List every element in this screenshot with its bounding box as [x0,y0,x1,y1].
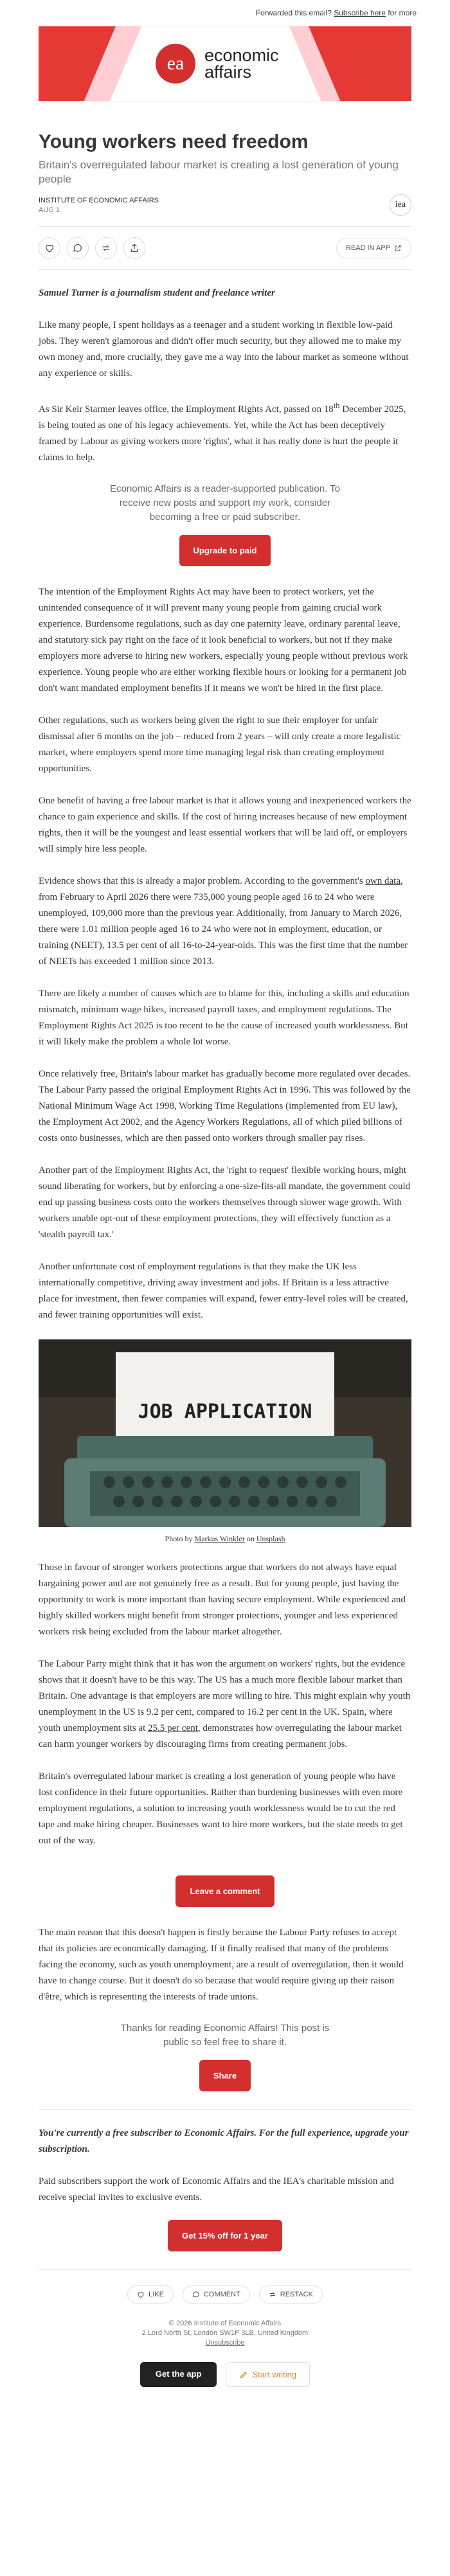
caption-prefix: Photo by [165,1534,195,1543]
paragraph: Once relatively free, Britain's labour market has gradually become more regulated over decades. The Labour Party passed the original Employment Rights Act in 1996. This was followed by the National Minimum Wage Act 1998, Working Time Regulations (implemented from EU law), the Employment Act 2002, and the Agency Workers Regulations, all of which piled billions of costs onto businesses, which are then passed onto workers through smaller pay rises. [39,1069,411,1143]
bottom-buttons [39,2362,411,2413]
post-date: AUG 1 [39,206,60,214]
comment-button[interactable] [67,237,89,259]
comment-cta [39,1865,411,1907]
action-bar [39,226,411,270]
read-in-app-button[interactable] [336,238,411,258]
restack-icon [269,2291,276,2298]
restack-icon [101,243,111,253]
get-app-button[interactable]: Get the app [140,2362,217,2387]
photo-caption-text: JOB APPLICATION [138,1400,312,1423]
paragraph: Other regulations, such as workers being given the right to sue their employer for unfair dismissal after 6 months on the job – reduced from 2 years – will only create a more legalistic market, where employers spend more time managing legal risk than creating employment opportunities. [39,715,401,774]
divider [39,2269,411,2270]
text-run: As Sir Keir Starmer leaves office, the Employment Rights Act, passed on 18 [39,404,334,415]
footer-like-button[interactable] [127,2285,174,2303]
paragraph [39,398,411,466]
paragraph [39,1656,411,1753]
share-icon [129,243,140,253]
start-writing-button[interactable] [226,2362,310,2387]
cta-text: Economic Affairs is a reader-supported publication. To receive new posts and support my work, consider becoming a free or paid subscriber. [110,483,340,523]
author-note: Samuel Turner is a journalism student and freelance writer [39,288,275,298]
comment-label: COMMENT [203,2291,240,2298]
like-button[interactable] [39,237,60,259]
logo-wordmark [204,47,279,80]
upgrade-button[interactable]: Upgrade to paid [179,535,271,566]
unsubscribe-link[interactable]: Unsubscribe [205,2339,245,2347]
paid-subscriber-note: Paid subscribers support the work of Economic Affairs and the IEA's charitable mission and receive special invites to exclusive events. [39,2176,394,2203]
paragraph: Another unfortunate cost of employment regulations is that they make the UK less internationally competitive, driving away investment and jobs. If Britain is a less attractive place for investment, then fewer companies will expand, fewer entry-level roles will be created, and fewer training opportunities will exist. [39,1262,408,1320]
article-body [39,285,411,2251]
own-data-link[interactable]: own data [365,876,401,886]
copyright: © 2026 Institute of Economic Affairs [168,2320,282,2327]
heart-icon [137,2291,145,2298]
restack-label: RESTACK [280,2291,313,2298]
share-cta [39,2021,411,2091]
free-subscriber-note: You're currently a free subscriber to Economic Affairs. For the full experience, upgrade your subscription. [39,2128,409,2154]
caption-mid: on [244,1534,256,1543]
text-run: , demonstrates how overregulating the labour market can harm younger workers by discouraging firms from creating permanent jobs. [39,1723,402,1749]
text-run: December 2025, is being touted as one of his legacy achievements. Yet, while the Act has been deceptively framed by Labour as giving workers more 'rights', what it has really done is hurt the people it claims to help. [39,404,406,463]
superscript: th [333,401,340,410]
typewriter-illustration [39,1339,411,1527]
restack-button[interactable] [95,237,117,259]
article-image[interactable] [39,1339,411,1527]
external-link-icon [394,244,402,252]
article-subtitle: Britain's overregulated labour market is creating a lost generation of young people [39,159,399,185]
leave-comment-button[interactable]: Leave a comment [176,1875,274,1907]
logo-line-1: economic [204,46,279,65]
paragraph [39,873,411,970]
text-run: , from February to April 2026 there were 735,000 young people aged 16 to 24 who were unemployed, 109,000 more than the previous year. Additionally, from January to March 2026, there were 1.01 million people aged 16 to 24 who were not in employment, education, or training (NEET), 13.5 per cent of all 16-to-24-year-olds. This was the first time that the number of NEETs has exceeded 1 million since 2013. [39,876,408,967]
logo-line-2: affairs [204,62,252,82]
footer-actions [39,2285,411,2303]
image-caption [39,1531,411,1547]
photographer-link[interactable]: Markus Winkler [194,1534,245,1543]
paragraph: Like many people, I spent holidays as a teenager and a student working in flexible low-paid jobs. They weren't glamorous and didn't offer much security, but they allowed me to make my own money and, more crucially, they gave me a way into the labour market as someone without any experience or skills. [39,320,409,379]
heart-icon [44,243,55,253]
unsplash-link[interactable]: Unsplash [256,1534,285,1543]
paragraph: The main reason that this doesn't happen is firstly because the Labour Party refuses to accept that its policies are economically damaging. If it finally realised that many of the problems facing the economy, such as youth unemployment, are a result of overregulation, then it would have to change course. But it doesn't do so because that would require giving up their raison d'être, which is representing the interests of trade unions. [39,1928,404,2002]
logo-mark: ea [156,44,195,84]
more-text: for more [388,8,417,17]
text-run: The Labour Party might think that it has won the argument on workers' rights, but the evidence shows that it doesn't have to be this way. The US has a much more flexible labour market than Britain. One advantage is that employers are more willing to hire. This might explain why youth unemployment in the US is 9.2 per cent, compared to 16.2 per cent in the UK. Spain, where youth unemployment sits at [39,1659,411,1733]
pencil-icon [239,2370,248,2379]
logo[interactable] [156,44,279,84]
paragraph: The intention of the Employment Rights Act may have been to protect workers, yet the unintended consequence of it will prevent many young people from gaining crucial work experience. Burdensome regulations, such as day one paternity leave, ordinary parental leave, and statutory sick pay right on the face of it look beneficial to workers, but not if they make employers more adverse to hiring new workers, especially young people without previous work experience. Young people who are either working flexible hours or looking for a permanent job don't want mandated employment benefits if it means we won't be hired in the first place. [39,587,408,693]
offer-cta [39,2210,411,2251]
subscribe-cta [39,482,411,566]
subscribe-link[interactable]: Subscribe here [334,8,386,17]
paragraph: Those in favour of stronger workers protections argue that workers do not always have equal bargaining power and are not genuinely free as a result. But for young people, just having the opportunity to work is more important than having secure employment. While experienced and highly skilled workers might benefit from stronger protections, younger and less experienced workers risk being excluded from the labour market altogether. [39,1562,406,1637]
footer-restack-button[interactable] [259,2285,323,2303]
text-run: Evidence shows that this is already a major problem. According to the government's [39,876,366,886]
comment-icon [192,2291,200,2298]
discount-offer-button[interactable]: Get 15% off for 1 year [168,2220,282,2251]
paragraph: Britain's overregulated labour market is creating a lost generation of young people who have lost confidence in their future opportunities. Rather than burdening businesses with even more employment regulations, a solution to increasing youth worklessness would be to cut the red tape and make hiring cheaper. Businesses want to hire more workers, but the state needs to get out of the way. [39,1771,403,1846]
paragraph: Another part of the Employment Rights Act, the 'right to request' flexible working hours, might sound liberating for workers, but by enforcing a one-size-fits-all mandate, the government could end up passing business costs onto the workers themselves through slower wage growth. With workers unable opt-out of these employment protections, they will effectively function as a 'stealth payroll tax.' [39,1165,411,1240]
read-in-app-label: READ IN APP [345,244,390,252]
paragraph: One benefit of having a free labour market is that it allows young and inexperienced workers the chance to gain experience and skills. If the cost of hiring increases because of new employment rights, then it will be the youngest and least essential workers that will be laid off, or employers will simply hire less people. [39,796,411,854]
like-label: LIKE [148,2291,164,2298]
spain-data-link[interactable]: 25.5 per cent [148,1723,198,1733]
share-button-top[interactable] [123,237,145,259]
forward-bar [0,0,450,26]
byline [39,194,411,216]
start-writing-label: Start writing [252,2370,297,2379]
forwarded-text: Forwarded this email? [255,8,332,17]
avatar[interactable]: iea [390,194,411,216]
share-button[interactable]: Share [199,2060,251,2091]
divider [39,2109,411,2110]
footer [39,2319,411,2348]
footer-comment-button[interactable] [183,2285,250,2303]
comment-icon [73,243,83,253]
article-title[interactable]: Young workers need freedom [39,131,309,152]
address: 2 Lord North St, London SW1P 3LB, United Kingdom [141,2329,309,2337]
author-name[interactable]: INSTITUTE OF ECONOMIC AFFAIRS [39,196,159,204]
paragraph: There are likely a number of causes which are to blame for this, including a skills and education mismatch, minimum wage hikes, increased payroll taxes, and employment regulations. The Employment Rights Act 2025 is too recent to be the cause of increased youth worklessness. But it will likely make the problem a whole lot worse. [39,988,410,1047]
share-cta-text: Thanks for reading Economic Affairs! This post is public so feel free to share it. [120,2023,330,2048]
brand-banner [39,26,411,102]
